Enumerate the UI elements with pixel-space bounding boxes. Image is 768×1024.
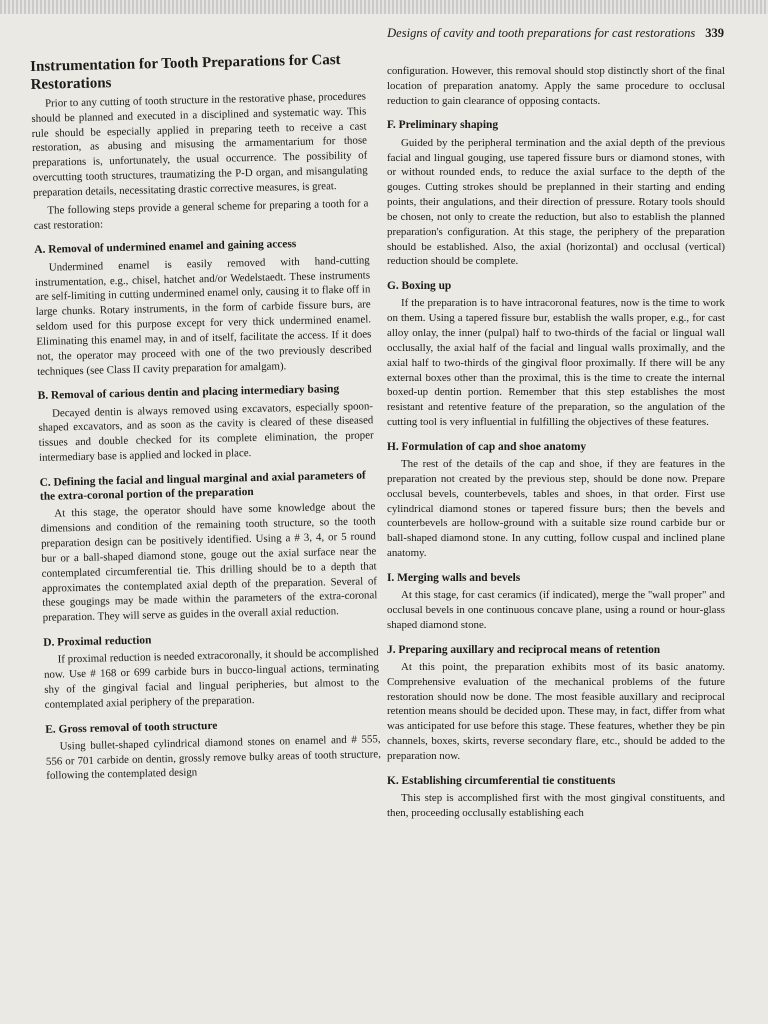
- scan-edge: [0, 0, 768, 14]
- running-title: Designs of cavity and tooth preparations for cast restorations: [387, 26, 696, 40]
- heading-h: H. Formulation of cap and shoe anatomy: [387, 440, 587, 453]
- paragraph: If the preparation is to have intracoronal features, now is the time to work on them. Using a tapered fissure bur, establish the walls proper, e.g., for cast alloy onlay, the inner (pulpal) half to two-thirds of the facial or lingual wall occlusally, the axial half of the facial and lingual walls proximally, and the axial half to two-thirds of the gingival floor proximally. If there will be any external boxes other than the proximal, this is the time to create the internal boxed-up dentin portion. Remember that this step establishes the most resistant and retentive feature of the preparation, so the angulation of the cutting tool is very influential in fulfilling the objectives of these features.: [387, 297, 725, 429]
- paragraph: Using bullet-shaped cylindrical diamond stones on enamel and # 555, 556 or 701 carbide on dentin, grossly remove bulky areas of tooth structure, following the contemplated design: [45, 733, 382, 783]
- intro-paragraph: Prior to any cutting of tooth structure in the restorative phase, procedures should be planned and executed in a disciplined and systematic way. This rule should be especially applied in preparing teeth to receive a cast restoration, as abusing and misusing the armamentarium for those preparations is, unfortunately, the usual occurrence. The possibility of overcutting tooth structures, traumatizing the P-D organ, and misangulating preparation details, necessitating drastic corrective measures, is great.: [31, 90, 368, 199]
- paragraph: Decayed dentin is always removed using excavators, especially spoon-shaped excavators, and as soon as the cavity is cleared of these diseased tissues and double checked for its complete elimination, the proper intermediary base is applied and locked in place.: [38, 399, 374, 464]
- heading-c: C. Defining the facial and lingual marginal and axial parameters of the extra-coronal portion of the preparation: [39, 469, 366, 504]
- heading-i: I. Merging walls and bevels: [387, 571, 521, 584]
- heading-j: J. Preparing auxillary and reciprocal means of retention: [387, 643, 661, 656]
- continued-paragraph: configuration. However, this removal should stop distinctly short of the final location of preparation anatomy. Apply the same procedure to occlusal reduction to gain clearance of opposing contacts.: [387, 65, 725, 107]
- heading-e: E. Gross removal of tooth structure: [45, 719, 218, 736]
- paragraph: If proximal reduction is needed extracoronally, it should be accomplished now. Use # 168 or 699 carbide burs in bucco-lingual actions, terminating shy of the gingival facial and lingual peripheries, but almost to the contemplated axial periphery of the preparation.: [43, 646, 380, 711]
- heading-k: K. Establishing circumferential tie constituents: [387, 774, 616, 787]
- page-number: 339: [705, 26, 724, 40]
- heading-b: B. Removal of carious dentin and placing intermediary basing: [37, 383, 340, 403]
- paragraph: The rest of the details of the cap and shoe, if they are features in the preparation not created by the previous step, should be done now. Prepare occlusal bevels, counterbevels, tables and shoes, in that order. First use cylindrical diamond stones or tapered fissure burs; then the bevels and counterbevels are hollow-ground with a suitable size round carbide bur or ball-shaped diamond stone. In any cutting, follow cuspal and inclined plane anatomy.: [387, 458, 725, 560]
- right-column: [387, 64, 725, 1000]
- heading-d: D. Proximal reduction: [43, 634, 152, 649]
- heading-f: F. Preliminary shaping: [387, 119, 499, 132]
- paragraph: This step is accomplished first with the most gingival constituents, and then, proceeding occlusally establishing each: [387, 791, 725, 819]
- left-column: [30, 50, 386, 999]
- intro-paragraph: The following steps provide a general scheme for preparing a tooth for a cast restoration:: [33, 197, 369, 232]
- heading-a: A. Removal of undermined enamel and gaining access: [34, 238, 297, 257]
- paragraph: At this point, the preparation exhibits most of its basic anatomy. Comprehensive evaluation of the mechanical problems of the future restoration should now be done. The most feasible auxillary and reciprocal retention means should be decided upon. These may, in fact, differ from what was anticipated for use before this stage. These features, whether they be pin channels, boxes, skirts, reverse secondary flare, etc., should be added to the preparation now.: [387, 660, 725, 762]
- paragraph: Undermined enamel is easily removed with hand-cutting instrumentation, e.g., chisel, hatchet and/or Wedelstaedt. These instruments are self-limiting in cutting undermined enamel only, causing it to flake off in large chunks. Rotary instruments, in the form of carbide fissure burs, are seldom used for this purpose except for very thick undermined enamel. Eliminating this enamel may, in and of itself, facilitate the access. If it does not, the operator may proceed with one of the two previously described techniques (see Class II cavity preparation for amalgam).: [34, 254, 372, 378]
- running-header: [387, 26, 724, 41]
- paragraph: Guided by the peripheral termination and the axial depth of the previous facial and lingual gouging, use tapered fissure burs or diamond stones, with or without rounded ends, to reduce the axial surface to the depth of the gouges. Cutting strokes should be preplanned in their starting and ending points, their angulations, and their direction of pressure. Rotary tools should be chosen, not only to create the reduction, but also to establish the planned preparation's configuration. At this stage, the periphery of the preparation should be established. Also, the axial (horizontal) and occlusal (vertical) reduction should be complete.: [387, 136, 725, 268]
- heading-g: G. Boxing up: [387, 280, 452, 293]
- section-title: Instrumentation for Tooth Preparations for Cast Restorations: [30, 51, 341, 93]
- paragraph: At this stage, the operator should have some knowledge about the dimensions and condition of the remaining tooth structure, so the tooth preparation design can be positively identified. Using a # 3, 4, or 5 round bur or a ball-shaped diamond stone, gouge out the axial surface near the contemplated circumferential tie. This drilling should be to a depth that approximates the contemplated axial depth of the preparation. Several of these gougings may be made within the parameters of the extra-coronal preparation. They will serve as guides in the overall axial reduction.: [40, 500, 378, 625]
- paragraph: At this stage, for cast ceramics (if indicated), merge the ''wall proper'' and occlusal bevels in one continuous concave plane, using a round or hour-glass shaped diamond stone.: [387, 589, 725, 631]
